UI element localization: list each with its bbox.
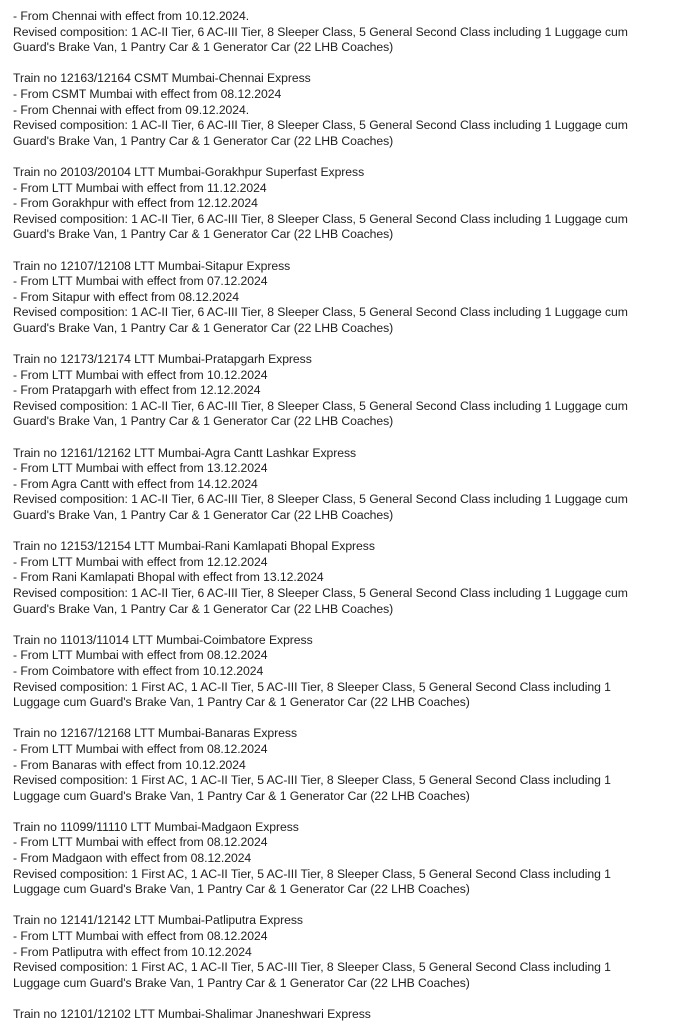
train-line: Luggage cum Guard's Brake Van, 1 Pantry Car & 1 Generator Car (22 LHB Coaches) [13, 882, 470, 897]
train-title: Train no 12167/12168 LTT Mumbai-Banaras Express [13, 726, 297, 741]
train-line: Guard's Brake Van, 1 Pantry Car & 1 Generator Car (22 LHB Coaches) [13, 601, 394, 616]
paragraph-gap [13, 524, 684, 540]
paragraph-gap [13, 898, 684, 914]
train-line: - From LTT Mumbai with effect from 10.12.2024 [13, 367, 268, 382]
paragraph-gap [13, 711, 684, 727]
train-block [13, 71, 684, 149]
train-line: Luggage cum Guard's Brake Van, 1 Pantry Car & 1 Generator Car (22 LHB Coaches) [13, 788, 470, 803]
train-line: Guard's Brake Van, 1 Pantry Car & 1 Generator Car (22 LHB Coaches) [13, 227, 394, 242]
train-block [13, 352, 684, 430]
paragraph-gap [13, 430, 684, 446]
train-line: - From Madgaon with effect from 08.12.2024 [13, 851, 252, 866]
train-block [13, 446, 684, 524]
train-line: - From LTT Mumbai with effect from 08.12.2024 [13, 929, 268, 944]
train-title: Train no 12153/12154 LTT Mumbai-Rani Kamlapati Bhopal Express [13, 539, 375, 554]
train-title: Train no 12101/12102 LTT Mumbai-Shalimar Jnaneshwari Express [13, 1007, 371, 1021]
train-line: Guard's Brake Van, 1 Pantry Car & 1 Generator Car (22 LHB Coaches) [13, 133, 394, 148]
train-block [13, 726, 684, 804]
train-line: Revised composition: 1 AC-II Tier, 6 AC-III Tier, 8 Sleeper Class, 5 General Second Class including 1 Luggage cum [13, 585, 628, 600]
train-line: Revised composition: 1 First AC, 1 AC-II Tier, 5 AC-III Tier, 8 Sleeper Class, 5 General Second Class including 1 [13, 866, 611, 881]
train-line: Luggage cum Guard's Brake Van, 1 Pantry Car & 1 Generator Car (22 LHB Coaches) [13, 975, 470, 990]
train-line: - From Banaras with effect from 10.12.2024 [13, 757, 246, 772]
train-line: Revised composition: 1 AC-II Tier, 6 AC-III Tier, 8 Sleeper Class, 5 General Second Class including 1 Luggage cum [13, 118, 628, 133]
train-block [13, 913, 684, 991]
paragraph-gap [13, 804, 684, 820]
train-line: Revised composition: 1 First AC, 1 AC-II Tier, 5 AC-III Tier, 8 Sleeper Class, 5 General Second Class including 1 [13, 773, 611, 788]
train-line: Guard's Brake Van, 1 Pantry Car & 1 Generator Car (22 LHB Coaches) [13, 508, 394, 522]
paragraph-gap [13, 243, 684, 259]
paragraph-gap [13, 149, 684, 165]
paragraph-gap [13, 336, 684, 352]
train-line: - From Patliputra with effect from 10.12.2024 [13, 944, 252, 959]
train-line: Revised composition: 1 First AC, 1 AC-II Tier, 5 AC-III Tier, 8 Sleeper Class, 5 General Second Class including 1 [13, 960, 611, 975]
train-line: - From Sitapur with effect from 08.12.2024 [13, 289, 239, 304]
train-line: - From LTT Mumbai with effect from 11.12.2024 [13, 180, 267, 195]
train-block [13, 539, 684, 617]
train-line: Guard's Brake Van, 1 Pantry Car & 1 Generator Car (22 LHB Coaches) [13, 320, 394, 335]
intro-line: Revised composition: 1 AC-II Tier, 6 AC-III Tier, 8 Sleeper Class, 5 General Second Class including 1 Luggage cum [13, 24, 628, 39]
train-line: - From LTT Mumbai with effect from 08.12.2024 [13, 835, 268, 850]
train-title: Train no 12173/12174 LTT Mumbai-Pratapgarh Express [13, 352, 312, 367]
intro-line: - From Chennai with effect from 10.12.2024. [13, 9, 250, 23]
train-line: Revised composition: 1 AC-II Tier, 6 AC-III Tier, 8 Sleeper Class, 5 General Second Class including 1 Luggage cum [13, 211, 628, 226]
train-line: Revised composition: 1 AC-II Tier, 6 AC-III Tier, 8 Sleeper Class, 5 General Second Class including 1 Luggage cum [13, 398, 628, 413]
train-line: Revised composition: 1 AC-II Tier, 6 AC-III Tier, 8 Sleeper Class, 5 General Second Class including 1 Luggage cum [13, 305, 628, 320]
train-line: - From LTT Mumbai with effect from 12.12.2024 [13, 554, 268, 569]
train-block [13, 259, 684, 337]
train-line: Revised composition: 1 First AC, 1 AC-II Tier, 5 AC-III Tier, 8 Sleeper Class, 5 General Second Class including 1 [13, 679, 611, 694]
train-title: Train no 12161/12162 LTT Mumbai-Agra Cantt Lashkar Express [13, 445, 357, 460]
train-title: Train no 12107/12108 LTT Mumbai-Sitapur Express [13, 258, 291, 273]
train-title: Train no 12163/12164 CSMT Mumbai-Chennai Express [13, 71, 311, 86]
paragraph-gap [13, 617, 684, 633]
train-line: - From Gorakhpur with effect from 12.12.2024 [13, 196, 258, 211]
train-line: - From LTT Mumbai with effect from 08.12.2024 [13, 741, 268, 756]
train-line: Luggage cum Guard's Brake Van, 1 Pantry Car & 1 Generator Car (22 LHB Coaches) [13, 695, 470, 710]
train-line: - From Chennai with effect from 09.12.2024. [13, 102, 250, 117]
train-line: - From Coimbatore with effect from 10.12.2024 [13, 663, 264, 678]
train-block [13, 633, 684, 711]
train-line: Revised composition: 1 AC-II Tier, 6 AC-III Tier, 8 Sleeper Class, 5 General Second Class including 1 Luggage cum [13, 492, 628, 507]
paragraph-gap [13, 991, 684, 1007]
train-line: - From CSMT Mumbai with effect from 08.12.2024 [13, 86, 282, 101]
train-line: Guard's Brake Van, 1 Pantry Car & 1 Generator Car (22 LHB Coaches) [13, 414, 394, 429]
train-title: Train no 12141/12142 LTT Mumbai-Patliputra Express [13, 913, 303, 928]
train-block [13, 1007, 684, 1023]
train-line: - From LTT Mumbai with effect from 07.12.2024 [13, 274, 268, 289]
train-line: - From Pratapgarh with effect from 12.12.2024 [13, 383, 261, 398]
train-line: - From Rani Kamlapati Bhopal with effect from 13.12.2024 [13, 570, 324, 585]
intro-line: Guard's Brake Van, 1 Pantry Car & 1 Generator Car (22 LHB Coaches) [13, 40, 394, 55]
train-line: - From LTT Mumbai with effect from 13.12.2024 [13, 461, 268, 476]
train-title: Train no 11099/11110 LTT Mumbai-Madgaon Express [13, 819, 299, 834]
train-title: Train no 20103/20104 LTT Mumbai-Gorakhpur Superfast Express [13, 164, 365, 179]
train-line: - From Agra Cantt with effect from 14.12.2024 [13, 476, 258, 491]
train-title: Train no 11013/11014 LTT Mumbai-Coimbatore Express [13, 632, 313, 647]
paragraph-gap [13, 56, 684, 72]
intro-block [13, 9, 684, 56]
train-block [13, 820, 684, 898]
train-block [13, 165, 684, 243]
train-line: - From LTT Mumbai with effect from 08.12.2024 [13, 648, 268, 663]
